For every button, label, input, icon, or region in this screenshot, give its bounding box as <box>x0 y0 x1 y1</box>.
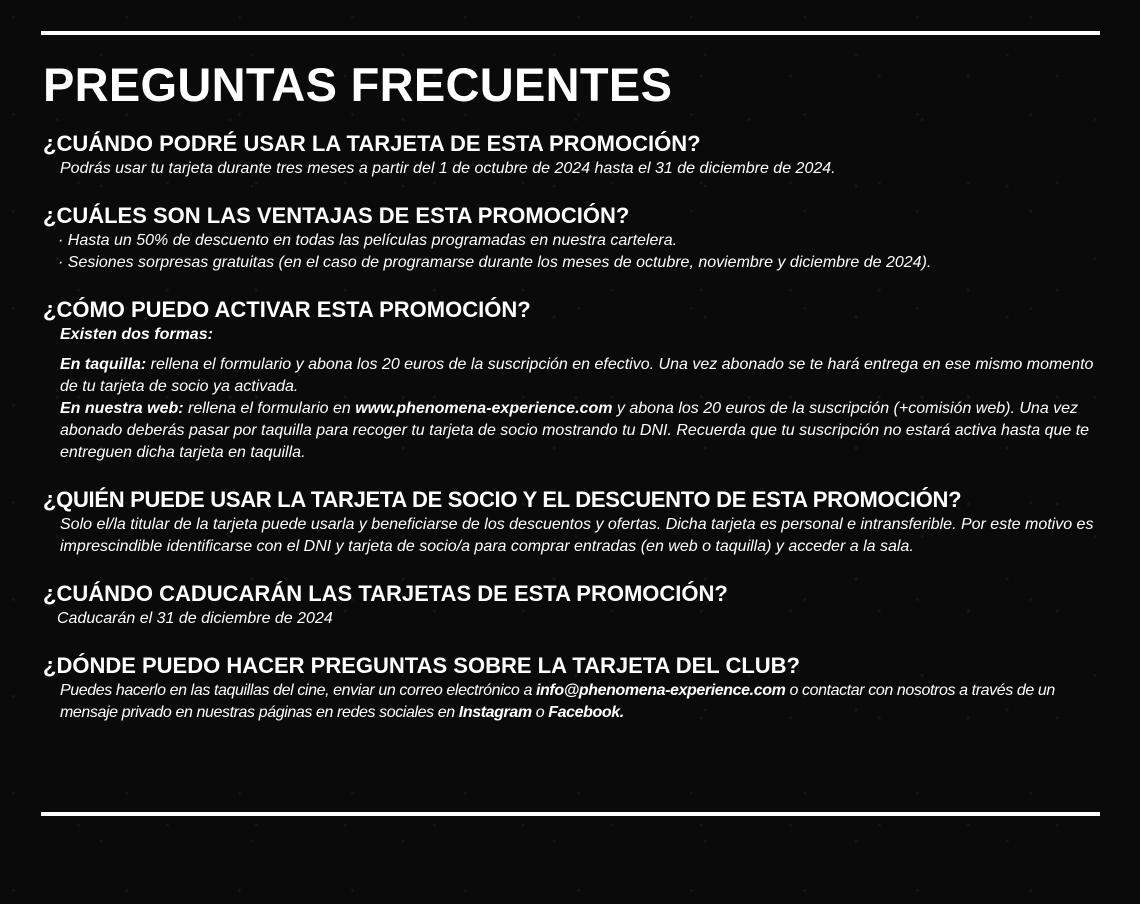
faq-answer <box>43 680 1103 724</box>
faq-question: ¿CUÁLES SON LAS VENTAJAS DE ESTA PROMOCIÓN? <box>43 203 630 228</box>
answer-text: Caducarán el 31 de diciembre de 2024 <box>57 610 333 627</box>
contact-text: o contactar con nosotros a través de un mensaje privado en nuestras páginas en redes sociales en <box>60 682 1055 721</box>
advantage-item: · Hasta un 50% de descuento en todas las películas programadas en nuestra cartelera. <box>58 232 678 249</box>
answer-text: Solo el/la titular de la tarjeta puede usarla y beneficiarse de los descuentos y ofertas. Dicha tarjeta es personal e intransferible. Por este motivo es imprescindible identificarse con el DNI y tarjeta de socio/a para comprar entradas (en web o taquilla) y acceder a la sala. <box>60 516 1094 555</box>
faq-item-contact <box>43 652 1103 724</box>
faq-item-activate <box>43 296 1103 464</box>
faq-answer <box>43 158 1103 180</box>
contact-text: o <box>531 704 549 721</box>
advantage-item: · Sesiones sorpresas gratuitas (en el caso de programarse durante los meses de octubre, noviembre y diciembre de 2024). <box>58 254 932 271</box>
faq-answer <box>43 608 1103 630</box>
faq-question: ¿CUÁNDO CADUCARÁN LAS TARJETAS DE ESTA PROMOCIÓN? <box>43 581 728 606</box>
web-text: y abona los 20 euros de la suscripción (+comisión web). Una vez abonado deberás pasar por taquilla para recoger tu tarjeta de socio mostrando tu DNI. Recuerda que tu suscripción no estará activa hasta que te entreguen dicha tarjeta en taquilla. <box>60 400 1090 461</box>
faq-content <box>43 56 1103 724</box>
faq-item-expiry <box>43 580 1103 630</box>
answer-intro <box>60 324 1103 346</box>
faq-question: ¿QUIÉN PUEDE USAR LA TARJETA DE SOCIO Y EL DESCUENTO DE ESTA PROMOCIÓN? <box>43 487 962 512</box>
web-label: En nuestra web: <box>60 400 184 417</box>
faq-answer <box>43 324 1103 464</box>
faq-item-advantages <box>43 202 1103 274</box>
faq-answer <box>43 230 1103 274</box>
page-title: PREGUNTAS FRECUENTES <box>43 58 673 111</box>
faq-question: ¿DÓNDE PUEDO HACER PREGUNTAS SOBRE LA TARJETA DEL CLUB? <box>43 653 800 678</box>
answer-text: Podrás usar tu tarjeta durante tres meses a partir del 1 de octubre de 2024 hasta el 31 de diciembre de 2024. <box>60 160 836 177</box>
contact-text: Puedes hacerlo en las taquillas del cine, enviar un correo electrónico a <box>60 682 536 699</box>
faq-answer <box>43 514 1103 558</box>
taquilla-label: En taquilla: <box>60 356 147 373</box>
web-text: rellena el formulario en <box>183 400 356 417</box>
faq-item-who-use <box>43 486 1103 558</box>
instagram-link[interactable]: Instagram <box>458 704 532 721</box>
faq-question: ¿CUÁNDO PODRÉ USAR LA TARJETA DE ESTA PROMOCIÓN? <box>43 131 701 156</box>
bottom-divider <box>41 812 1100 816</box>
option-web <box>60 398 1103 464</box>
email-link[interactable]: info@phenomena-experience.com <box>536 682 786 699</box>
option-taquilla <box>60 354 1103 398</box>
intro-text: Existen dos formas: <box>60 326 213 343</box>
website-link[interactable]: www.phenomena-experience.com <box>355 400 613 417</box>
top-divider <box>41 31 1100 35</box>
faq-question: ¿CÓMO PUEDO ACTIVAR ESTA PROMOCIÓN? <box>43 297 531 322</box>
faq-item-when-use <box>43 130 1103 180</box>
taquilla-text: rellena el formulario y abona los 20 euros de la suscripción en efectivo. Una vez abonado se te hará entrega en ese mismo momento de tu tarjeta de socio ya activada. <box>60 356 1094 395</box>
facebook-link[interactable]: Facebook. <box>548 704 624 721</box>
answer-text <box>60 680 1103 724</box>
